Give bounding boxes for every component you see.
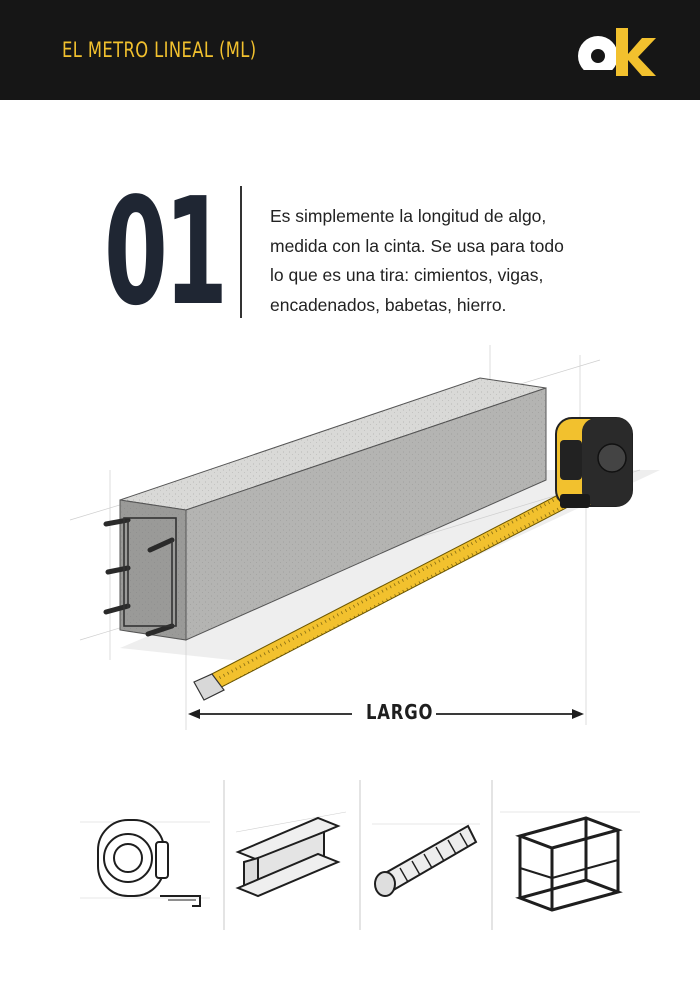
tape-measure-icon (98, 820, 200, 906)
beam-illustration (0, 330, 700, 730)
description-line: medida con la cinta. Se usa para todo (270, 235, 564, 256)
description-line: encadenados, babetas, hierro. (270, 294, 507, 315)
tape-measure (556, 418, 632, 508)
rebar-cage-icon (520, 818, 618, 910)
icon-row (0, 770, 700, 950)
description-line: Es simplemente la longitud de algo, (270, 206, 547, 226)
ok-logo-icon (576, 26, 660, 80)
i-beam-icon (238, 818, 338, 896)
header-bar (0, 0, 700, 100)
description (270, 202, 610, 320)
page-title: EL METRO LINEAL (ML) (62, 38, 257, 62)
section-number: 01 (104, 166, 225, 338)
rebar-icon (375, 826, 476, 896)
description-line: lo que es una tira: cimientos, vigas, (270, 265, 544, 285)
divider (240, 186, 242, 318)
dimension-label: LARGO (366, 700, 434, 724)
